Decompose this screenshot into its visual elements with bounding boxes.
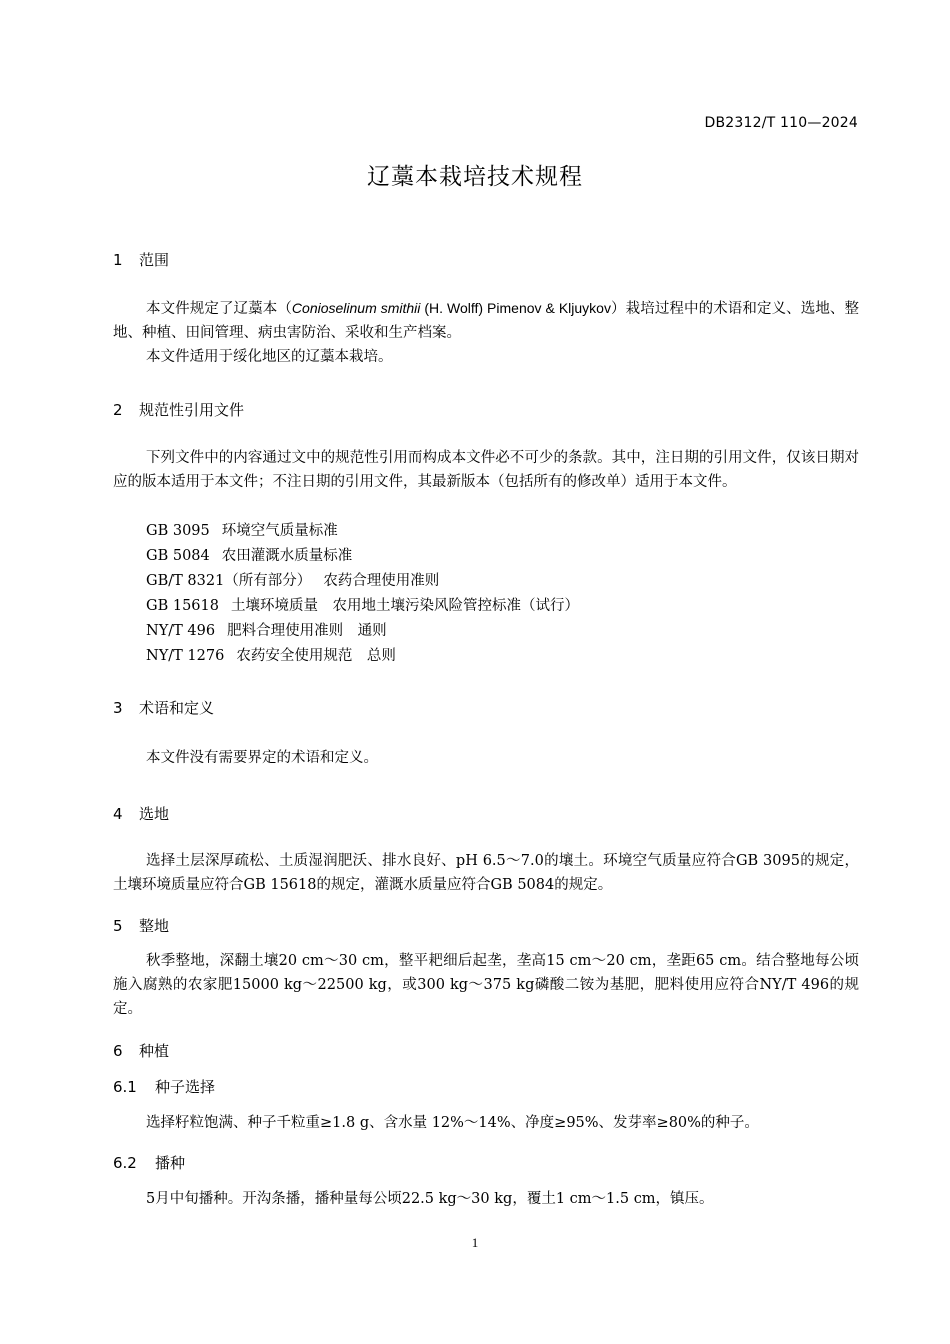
section-number: 5 bbox=[113, 917, 123, 935]
section-title: 选地 bbox=[139, 805, 170, 823]
reference-item bbox=[146, 544, 579, 569]
reference-item bbox=[146, 619, 579, 644]
reference-title: 肥料合理使用准则 通则 bbox=[227, 623, 387, 639]
section-heading-planting bbox=[113, 1040, 169, 1061]
section-title: 规范性引用文件 bbox=[139, 401, 245, 419]
reference-list bbox=[146, 519, 579, 669]
latin-name bbox=[292, 300, 611, 316]
reference-title: 环境空气质量标准 bbox=[221, 523, 338, 539]
sowing-paragraph: 5月中旬播种。开沟条播，播种量每公顷22.5 kg～30 kg，覆土1 cm～1.5 cm，镇压。 bbox=[146, 1191, 714, 1207]
reference-code: GB 15618 bbox=[146, 598, 219, 614]
subsection-heading-sowing bbox=[113, 1152, 185, 1173]
section-title: 整地 bbox=[139, 917, 170, 935]
reference-code: NY/T 496 bbox=[146, 623, 216, 639]
scope-text-after: ）栽培过程中的术语和定义、选地、整地、种植、田间管理、病虫害防治、采收和生产档案。 bbox=[113, 301, 860, 341]
subsection-number: 6.2 bbox=[113, 1154, 137, 1172]
reference-title: 农药合理使用准则 bbox=[323, 573, 440, 589]
subsection-number: 6.1 bbox=[113, 1078, 137, 1096]
reference-title: 农药安全使用规范 总则 bbox=[236, 648, 396, 664]
section-number: 6 bbox=[113, 1042, 123, 1060]
reference-code: GB 5084 bbox=[146, 548, 210, 564]
section-number: 4 bbox=[113, 805, 123, 823]
section-heading-site-selection bbox=[113, 803, 169, 824]
reference-title: 土壤环境质量 农用地土壤污染风险管控标准（试行） bbox=[230, 598, 579, 614]
section-heading-normative-references bbox=[113, 399, 244, 420]
seed-selection-paragraph: 选择籽粒饱满、种子千粒重≥1.8 g、含水量 12%～14%、净度≥95%、发芽率≥80%的种子。 bbox=[146, 1115, 759, 1131]
land-preparation-paragraph: 秋季整地，深翻土壤20 cm～30 cm，整平耙细后起垄，垄高15 cm～20 cm，垄距65 cm。结合整地每公顷施入腐熟的农家肥15000 kg～22500 kg，或300 kg～375 kg磷酸二铵为基肥，肥料使用应符合NY/T 496的规定。 bbox=[113, 953, 859, 1017]
site-selection-paragraph: 选择土层深厚疏松、土质湿润肥沃、排水良好、pH 6.5～7.0的壤土。环境空气质量应符合GB 3095的规定，土壤环境质量应符合GB 15618的规定，灌溉水质量应符合GB 5084的规定。 bbox=[113, 853, 859, 893]
section-number: 2 bbox=[113, 401, 123, 419]
section-title: 种植 bbox=[139, 1042, 170, 1060]
terms-paragraph: 本文件没有需要界定的术语和定义。 bbox=[146, 750, 378, 766]
scope-text-before: 本文件规定了辽藁本（ bbox=[146, 301, 292, 317]
scope-paragraph bbox=[113, 296, 859, 345]
section-number: 3 bbox=[113, 699, 123, 717]
scope-applicability-paragraph: 本文件适用于绥化地区的辽藁本栽培。 bbox=[146, 349, 393, 365]
latin-name-italic: Conioselinum smithii bbox=[291, 300, 421, 316]
section-heading-terms bbox=[113, 697, 214, 718]
section-number: 1 bbox=[113, 251, 123, 269]
reference-code: NY/T 1276 bbox=[146, 648, 225, 664]
document-code: DB2312/T 110—2024 bbox=[704, 115, 858, 131]
subsection-heading-seed-selection bbox=[113, 1076, 215, 1097]
reference-item bbox=[146, 519, 579, 544]
document-title: 辽藁本栽培技术规程 bbox=[367, 164, 583, 190]
section-heading-land-preparation bbox=[113, 915, 169, 936]
reference-item bbox=[146, 594, 579, 619]
reference-title: 农田灌溉水质量标准 bbox=[221, 548, 353, 564]
reference-code: GB/T 8321（所有部分） bbox=[146, 573, 312, 589]
reference-item bbox=[146, 569, 579, 594]
section-title: 术语和定义 bbox=[139, 699, 215, 717]
page-number: 1 bbox=[471, 1235, 479, 1250]
section-title: 范围 bbox=[139, 251, 170, 269]
subsection-title: 种子选择 bbox=[155, 1078, 216, 1096]
reference-item bbox=[146, 644, 579, 669]
references-intro-paragraph: 下列文件中的内容通过文中的规范性引用而构成本文件必不可少的条款。其中，注日期的引用文件，仅该日期对应的版本适用于本文件；不注日期的引用文件，其最新版本（包括所有的修改单）适用于本文件。 bbox=[113, 450, 859, 490]
subsection-title: 播种 bbox=[155, 1154, 186, 1172]
latin-name-authority: (H. Wolff) Pimenov & Kljuykov bbox=[420, 300, 611, 316]
section-heading-scope bbox=[113, 249, 169, 270]
reference-code: GB 3095 bbox=[146, 523, 210, 539]
